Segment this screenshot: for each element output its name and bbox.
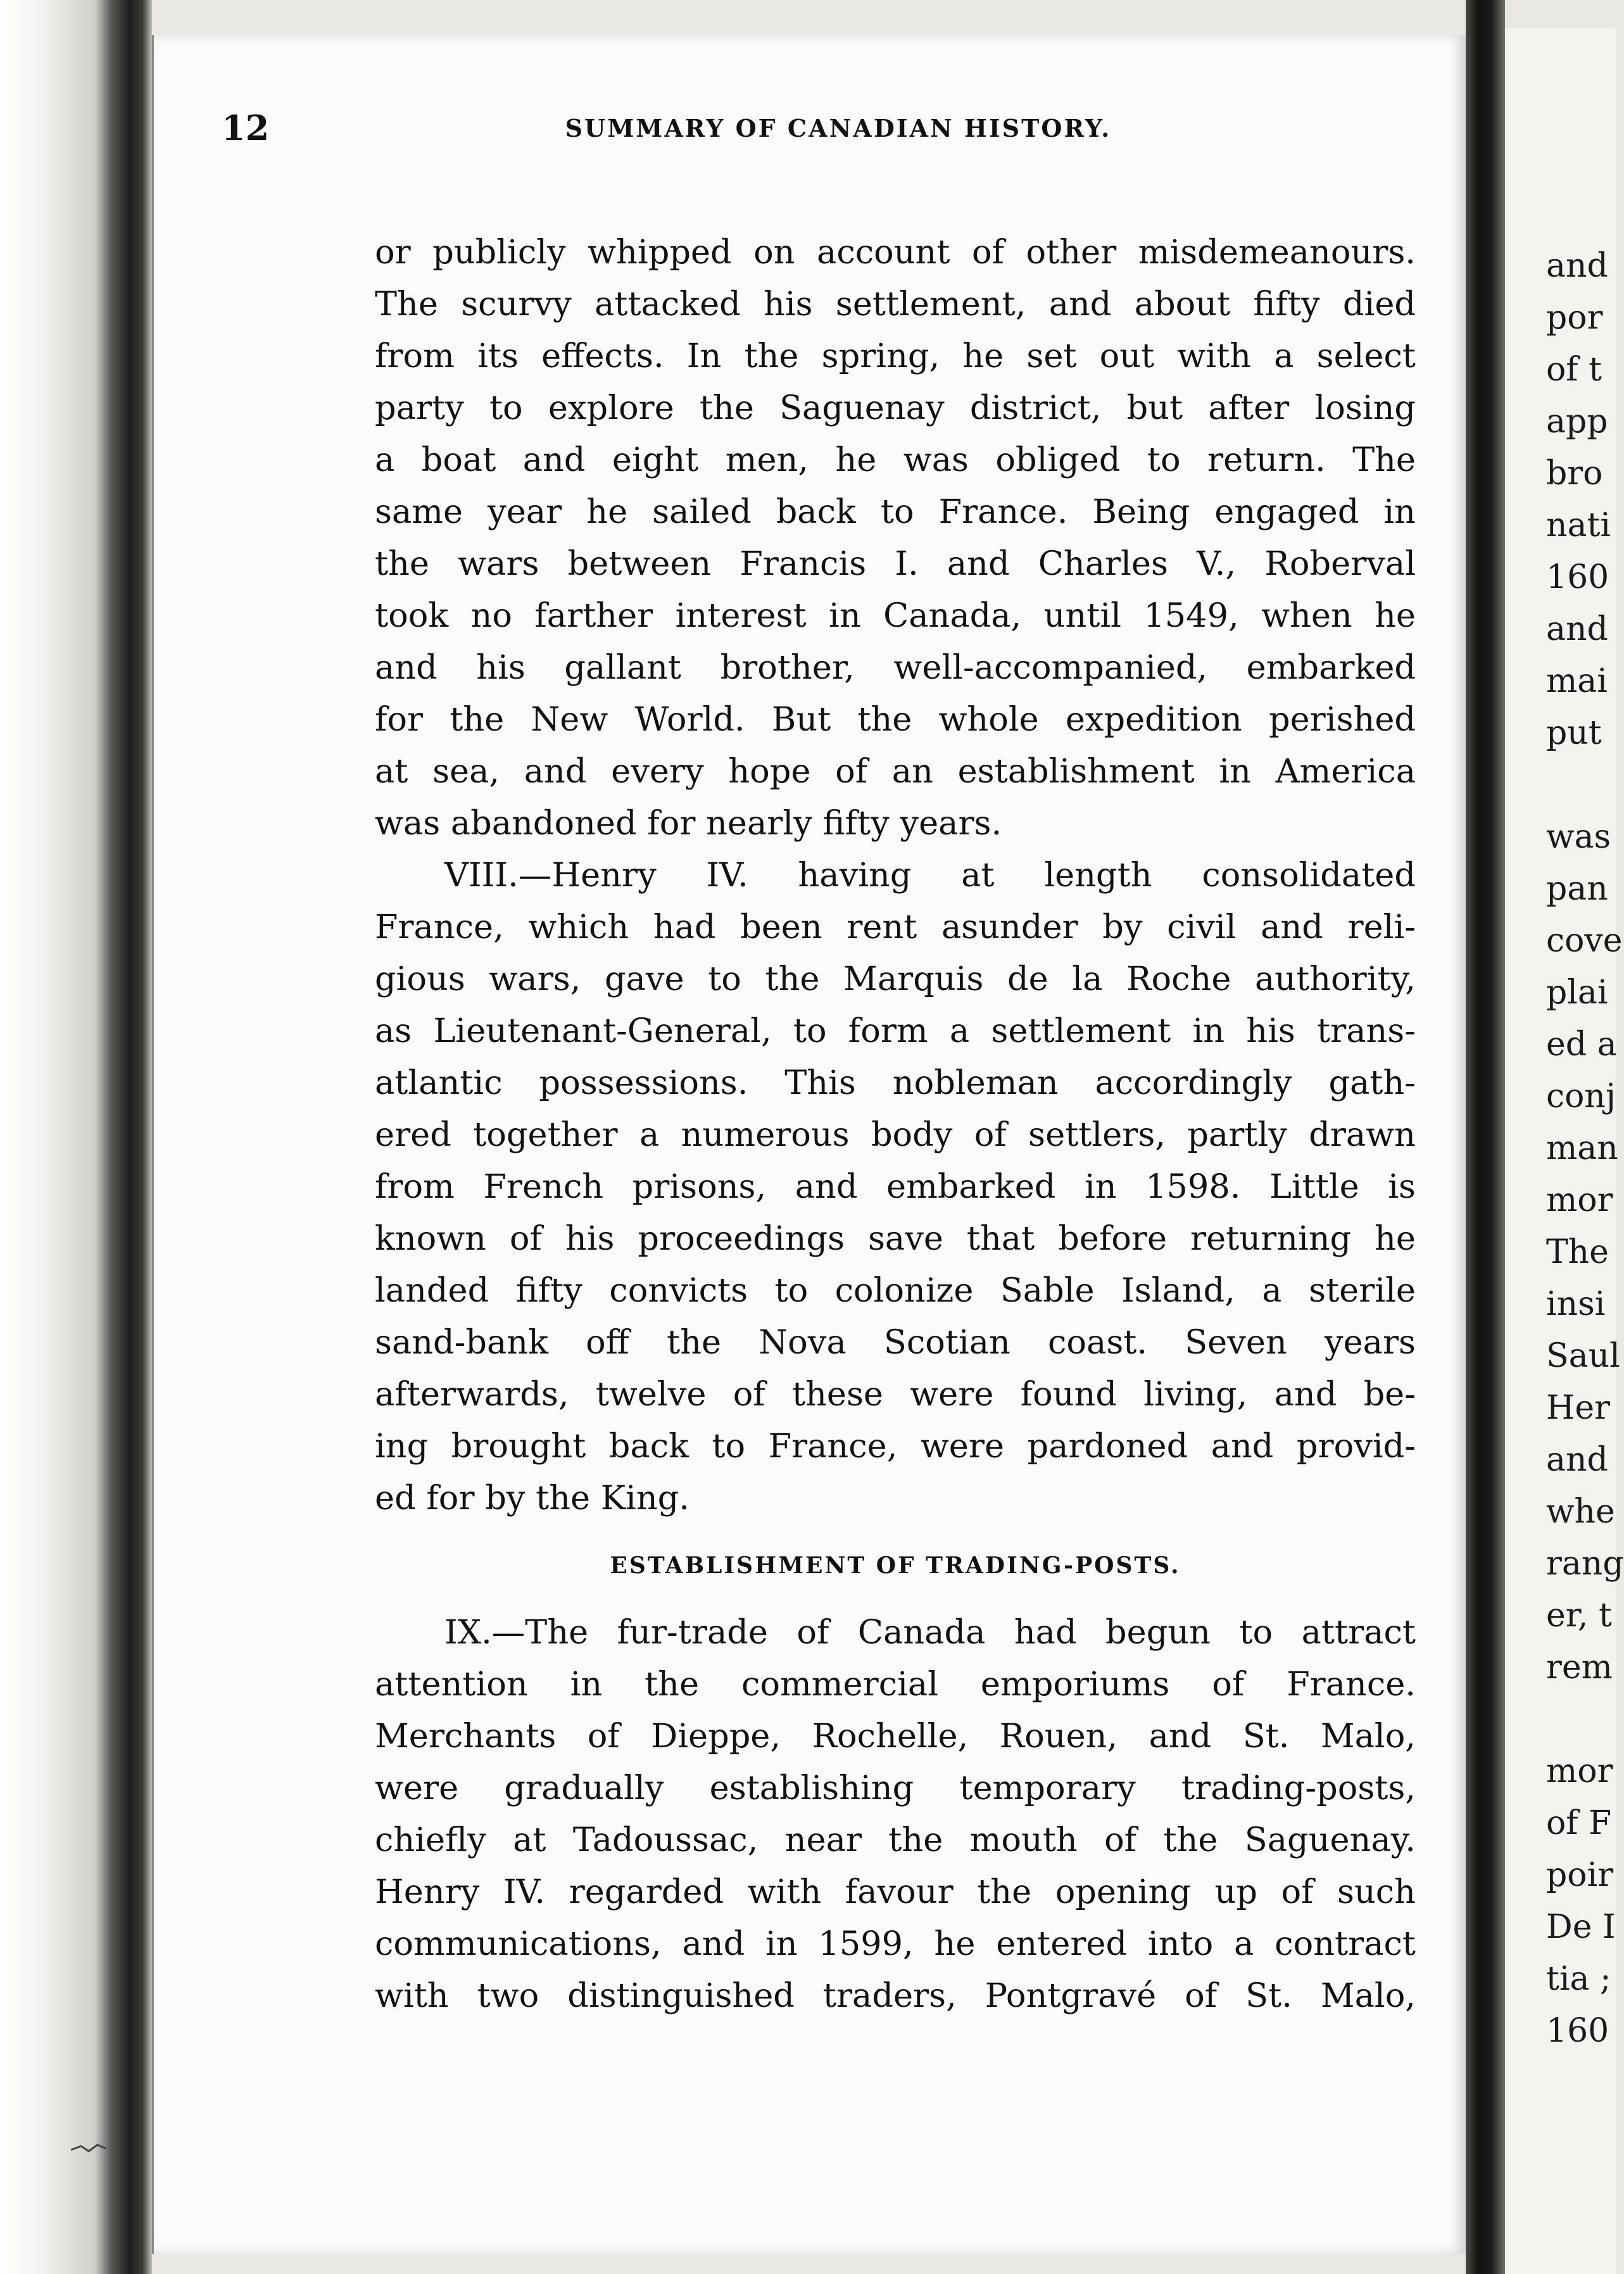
facing-line: mor	[1546, 1752, 1613, 1790]
text-line: France, which had been rent asunder by civil and reli-	[375, 908, 1416, 946]
text-line: ered together a numerous body of settlers, partly drawn	[375, 1115, 1416, 1154]
facing-line: plai	[1546, 974, 1608, 1012]
facing-line: bro	[1546, 455, 1603, 493]
facing-line: and	[1546, 610, 1608, 648]
facing-line: tia ;	[1546, 1960, 1611, 1998]
facing-line: and	[1546, 1441, 1608, 1479]
text-line: with two distinguished traders, Pontgravé of St. Malo,	[375, 1976, 1416, 2015]
facing-line: whe	[1546, 1493, 1615, 1531]
facing-line: pan	[1546, 870, 1608, 908]
book-spine	[0, 0, 152, 2274]
text-line: the wars between Francis I. and Charles V., Roberval	[375, 544, 1416, 583]
facing-line: poir	[1546, 1856, 1614, 1894]
facing-line: of t	[1546, 351, 1602, 389]
text-line: party to explore the Saguenay district, but after losing	[375, 389, 1416, 427]
facing-line: The	[1546, 1233, 1609, 1271]
page-number: 12	[222, 108, 270, 148]
text-line: communications, and in 1599, he entered into a contract	[375, 1925, 1416, 1963]
text-line: known of his proceedings save that before returning he	[375, 1219, 1416, 1258]
facing-line: of F	[1546, 1804, 1612, 1842]
facing-line: Saul	[1546, 1337, 1620, 1375]
facing-line: insi	[1546, 1285, 1606, 1323]
facing-line: app	[1546, 403, 1608, 441]
text-line: a boat and eight men, he was obliged to return. The	[375, 441, 1416, 479]
text-line: for the New World. But the whole expedition perished	[375, 700, 1416, 739]
paper-speck-marks	[70, 2140, 108, 2159]
facing-line: er, t	[1546, 1597, 1612, 1635]
facing-line: De I	[1546, 1908, 1616, 1946]
facing-line: 160	[1546, 2012, 1609, 2050]
text-line: ing brought back to France, were pardoned and provid-	[375, 1427, 1416, 1466]
text-line: sand-bank off the Nova Scotian coast. Seven years	[375, 1323, 1416, 1362]
facing-line: put	[1546, 714, 1602, 752]
paragraph-start-ix: IX.—The fur-trade of Canada had begun to attract	[444, 1613, 1416, 1652]
facing-page-edge	[1505, 28, 1624, 2274]
text-line: was abandoned for nearly fifty years.	[375, 804, 1002, 843]
section-heading: ESTABLISHMENT OF TRADING-POSTS.	[610, 1552, 1181, 1579]
text-line: ed for by the King.	[375, 1479, 689, 1517]
text-line: Henry IV. regarded with favour the opening up of such	[375, 1873, 1416, 1911]
text-line: Merchants of Dieppe, Rochelle, Rouen, and St. Malo,	[375, 1717, 1416, 1756]
text-line: chiefly at Tadoussac, near the mouth of the Saguenay.	[375, 1821, 1416, 1859]
text-line: and his gallant brother, well-accompanied, embarked	[375, 648, 1416, 687]
facing-line: ed a	[1546, 1026, 1617, 1064]
facing-line: conj	[1546, 1077, 1616, 1115]
text-line: landed fifty convicts to colonize Sable Island, a sterile	[375, 1271, 1416, 1310]
facing-line: 160	[1546, 558, 1609, 596]
facing-line: rang	[1546, 1545, 1624, 1583]
text-line: afterwards, twelve of these were found living, and be-	[375, 1375, 1416, 1414]
text-line: from French prisons, and embarked in 1598. Little is	[375, 1167, 1416, 1206]
page-header	[222, 108, 1417, 158]
text-line: attention in the commercial emporiums of France.	[375, 1665, 1416, 1704]
facing-line: nati	[1546, 506, 1611, 544]
facing-line: mor	[1546, 1181, 1613, 1219]
text-line: The scurvy attacked his settlement, and about fifty died	[375, 285, 1416, 324]
text-line: at sea, and every hope of an establishment in America	[375, 752, 1416, 791]
facing-line: and	[1546, 247, 1608, 285]
body-text	[375, 227, 1416, 2022]
paragraph-start-viii: VIII.—Henry IV. having at length consolidated	[444, 856, 1416, 895]
facing-line: mai	[1546, 662, 1608, 700]
text-line: took no farther interest in Canada, until 1549, when he	[375, 596, 1416, 635]
text-line: as Lieutenant-General, to form a settlement in his trans-	[375, 1012, 1416, 1050]
text-line: were gradually establishing temporary trading-posts,	[375, 1769, 1416, 1807]
text-line: same year he sailed back to France. Being engaged in	[375, 493, 1416, 531]
facing-line: man	[1546, 1129, 1618, 1167]
running-head: SUMMARY OF CANADIAN HISTORY.	[565, 114, 1112, 142]
facing-line: por	[1546, 299, 1603, 337]
facing-line: Her	[1546, 1389, 1610, 1427]
text-line: atlantic possessions. This nobleman accordingly gath-	[375, 1064, 1416, 1102]
text-line: or publicly whipped on account of other misdemeanours.	[375, 233, 1416, 272]
facing-line: was	[1546, 818, 1611, 856]
facing-line: rem	[1546, 1649, 1613, 1687]
text-line: from its effects. In the spring, he set out with a select	[375, 337, 1416, 375]
text-line: gious wars, gave to the Marquis de la Roche authority,	[375, 960, 1416, 998]
page-gutter	[1466, 0, 1505, 2274]
facing-line: cove	[1546, 922, 1623, 960]
